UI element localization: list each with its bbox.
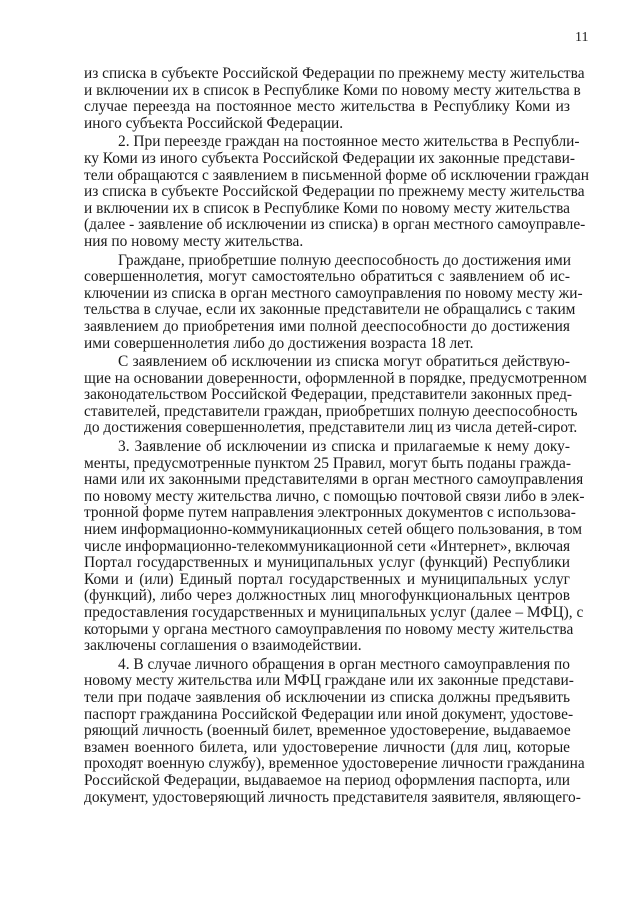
text-line: документ, удостоверяющий личность представителя заявителя, являющего- xyxy=(84,788,581,806)
text-line: и включении их в список в Республике Коми по новому месту жительства в xyxy=(84,81,581,99)
text-line: законодательством Российской Федерации, представители законных пред- xyxy=(84,386,573,404)
paragraph-5 xyxy=(84,438,585,655)
paragraph-2 xyxy=(84,133,589,250)
text-line: ключении из списка в орган местного самоуправления по новому месту жи- xyxy=(84,284,583,302)
text-line: 2. При переезде граждан на постоянное место жительства в Республи- xyxy=(118,133,580,151)
text-line: ими совершеннолетия либо до достижения возраста 18 лет. xyxy=(84,334,474,352)
text-line: случае переезда на постоянное место жительства в Республику Коми из xyxy=(84,98,570,116)
text-line: из списка в субъекте Российской Федерации по прежнему месту жительства xyxy=(84,183,585,201)
text-line: взамен военного билета, или удостоверение личности (для лиц, которые xyxy=(84,738,570,756)
text-line: менты, предусмотренные пунктом 25 Правил, могут быть поданы гражда- xyxy=(84,454,571,472)
text-line: (далее - заявление об исключении из списка) в орган местного самоуправле- xyxy=(84,216,586,234)
text-line: тели при подаче заявления об исключении из списка должны предъявить xyxy=(84,688,570,706)
text-line: тели обращаются с заявлением в письменной форме об исключении граждан xyxy=(84,166,589,184)
text-line: проходят военную службу), временное удостоверение личности гражданина xyxy=(84,755,585,773)
page-number: 11 xyxy=(575,30,589,45)
paragraph-6 xyxy=(84,655,585,806)
text-line: заявлением до приобретения ими полной дееспособности до достижения xyxy=(84,317,570,335)
text-line: числе информационно-телекоммуникационной сети «Интернет», включая xyxy=(84,537,571,555)
text-line: тельства в случае, если их законные представители не обращались с таким xyxy=(84,301,576,319)
text-line: Граждане, приобретшие полную дееспособность до достижения ими xyxy=(118,251,571,269)
text-line: иного субъекта Российской Федерации. xyxy=(84,114,344,132)
text-line: совершеннолетия, могут самостоятельно обратиться с заявлением об ис- xyxy=(84,268,570,286)
text-line: заключены соглашения о взаимодействии. xyxy=(84,637,362,655)
text-line: 4. В случае личного обращения в орган местного самоуправления по xyxy=(118,655,570,673)
text-line: паспорт гражданина Российской Федерации или иной документ, удостове- xyxy=(84,705,574,723)
paragraph-4 xyxy=(84,353,587,437)
text-line: ставителей, представители граждан, приобретших полную дееспособность xyxy=(84,402,578,420)
text-line: до достижения совершеннолетия, представители лиц из числа детей-сирот. xyxy=(84,419,578,437)
text-line: Коми и (или) Единый портал государственных и муниципальных услуг xyxy=(84,570,570,588)
text-line: Российской Федерации, выдаваемое на период оформления паспорта, или xyxy=(84,771,570,789)
text-line: Портал государственных и муниципальных услуг (функций) Республики xyxy=(84,554,570,572)
text-line: ния по новому месту жительства. xyxy=(84,232,304,250)
text-line: тронной форме путем направления электронных документов с использова- xyxy=(84,504,576,522)
document-body xyxy=(84,65,589,808)
paragraph-3 xyxy=(84,251,583,353)
text-line: 3. Заявление об исключении из списка и прилагаемые к нему доку- xyxy=(118,438,570,456)
text-line: щие на основании доверенности, оформленной в порядке, предусмотренном xyxy=(84,369,587,387)
text-line: ряющий личность (военный билет, временное удостоверение, выдаваемое xyxy=(84,722,571,740)
text-line: новому месту жительства или МФЦ граждане или их законные представи- xyxy=(84,672,574,690)
text-line: нием информационно-коммуникационных сетей общего пользования, в том xyxy=(84,521,582,539)
text-line: нами или их законными представителями в орган местного самоуправления xyxy=(84,471,584,489)
text-line: по новому месту жительства лично, с помощью почтовой связи либо в элек- xyxy=(84,487,585,505)
text-line: (функций), либо через должностных лиц многофункциональных центров xyxy=(84,587,570,605)
text-line: С заявлением об исключении из списка могут обратиться действую- xyxy=(118,353,570,371)
text-line: и включении их в список в Республике Коми по новому месту жительства xyxy=(84,199,570,217)
text-line: которыми у органа местного самоуправления по новому месту жительства xyxy=(84,620,574,638)
text-line: из списка в субъекте Российской Федерации по прежнему месту жительства xyxy=(84,65,585,82)
paragraph-1 xyxy=(84,65,585,132)
text-line: предоставления государственных и муниципальных услуг (далее – МФЦ), с xyxy=(84,604,584,621)
text-line: ку Коми из иного субъекта Российской Федерации их законные представи- xyxy=(84,149,575,167)
